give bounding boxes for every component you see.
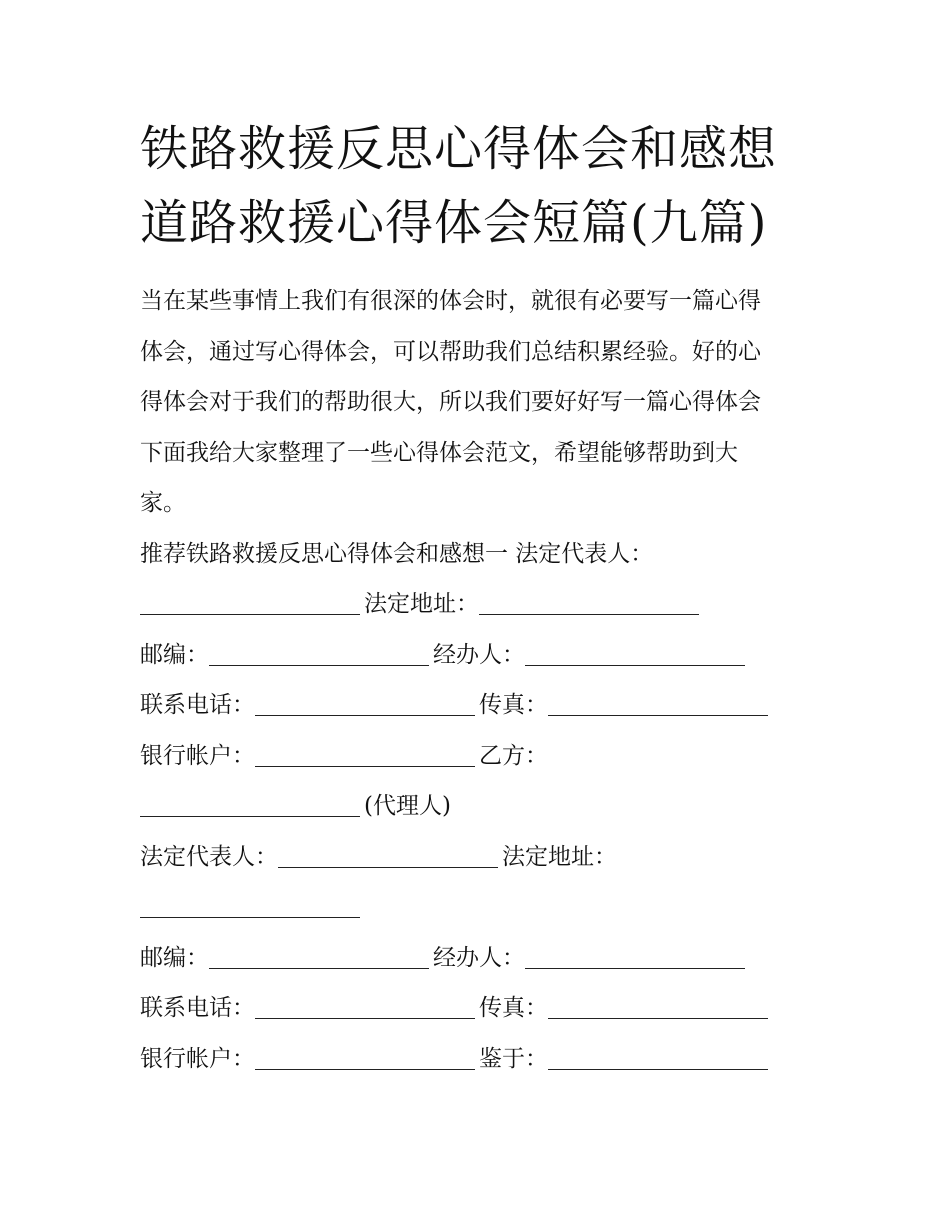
blank-legal-rep-a — [140, 590, 360, 615]
title-line-1: 铁路救援反思心得体会和感想 — [140, 121, 778, 177]
blank-phone-b — [255, 994, 475, 1019]
intro-line-1: 当在某些事情上我们有很深的体会时，就很有必要写一篇心得 — [140, 288, 761, 314]
form-row-bank-a — [140, 731, 820, 782]
blank-handler-b — [525, 944, 745, 969]
label-handler-a: 经办人： — [433, 641, 525, 668]
form-row-postcode-a — [140, 630, 820, 681]
section-heading: 推荐铁路救援反思心得体会和感想一 法定代表人： — [140, 540, 654, 567]
form-row-bank-b — [140, 1034, 820, 1085]
blank-handler-a — [525, 641, 745, 666]
label-fax-a: 传真： — [479, 692, 548, 718]
blank-legal-rep-b — [278, 843, 498, 868]
label-bank-a: 银行帐户： — [140, 742, 255, 769]
blank-whereas — [548, 1045, 768, 1070]
intro-line-2: 体会，通过写心得体会，可以帮助我们总结积累经验。好的心 — [140, 338, 761, 365]
label-postcode-b: 邮编： — [140, 944, 209, 971]
form-row-phone-a — [140, 680, 820, 731]
label-agent: (代理人) — [364, 793, 451, 819]
label-fax-b: 传真： — [479, 995, 548, 1021]
intro-line-4: 下面我给大家整理了一些心得体会范文，希望能够帮助到大 — [140, 439, 738, 466]
form-row-postcode-b — [140, 933, 820, 984]
blank-fax-a — [548, 691, 768, 716]
blank-fax-b — [548, 994, 768, 1019]
blank-bank-a — [255, 742, 475, 767]
label-whereas: 鉴于： — [479, 1045, 548, 1072]
blank-party-b — [140, 792, 360, 817]
blank-legal-address-a — [479, 590, 699, 615]
label-legal-rep-b: 法定代表人： — [140, 843, 278, 870]
label-legal-address-b: 法定地址： — [502, 843, 617, 870]
blank-phone-a — [255, 691, 475, 716]
form-row-phone-b — [140, 983, 820, 1034]
form-row-legal-address-a — [140, 579, 820, 630]
label-party-b: 乙方： — [479, 742, 548, 769]
form-row-agent — [140, 781, 820, 832]
title-line-2: 道路救援心得体会短篇(九篇) — [140, 195, 768, 251]
blank-legal-address-b — [140, 893, 360, 918]
document-title — [140, 112, 840, 260]
blank-bank-b — [255, 1045, 475, 1070]
label-handler-b: 经办人： — [433, 944, 525, 971]
form-row-legal-rep-b — [140, 832, 820, 883]
label-postcode-a: 邮编： — [140, 641, 209, 668]
blank-postcode-b — [209, 944, 429, 969]
intro-line-5: 家。 — [140, 490, 186, 516]
label-legal-address-a: 法定地址： — [364, 591, 479, 617]
label-bank-b: 银行帐户： — [140, 1045, 255, 1072]
blank-postcode-a — [209, 641, 429, 666]
label-phone-b: 联系电话： — [140, 995, 255, 1021]
label-phone-a: 联系电话： — [140, 692, 255, 718]
document-body — [140, 276, 820, 1084]
intro-line-3: 得体会对于我们的帮助很大，所以我们要好好写一篇心得体会 — [140, 389, 761, 415]
form-row-legal-address-b-blank — [140, 882, 820, 933]
